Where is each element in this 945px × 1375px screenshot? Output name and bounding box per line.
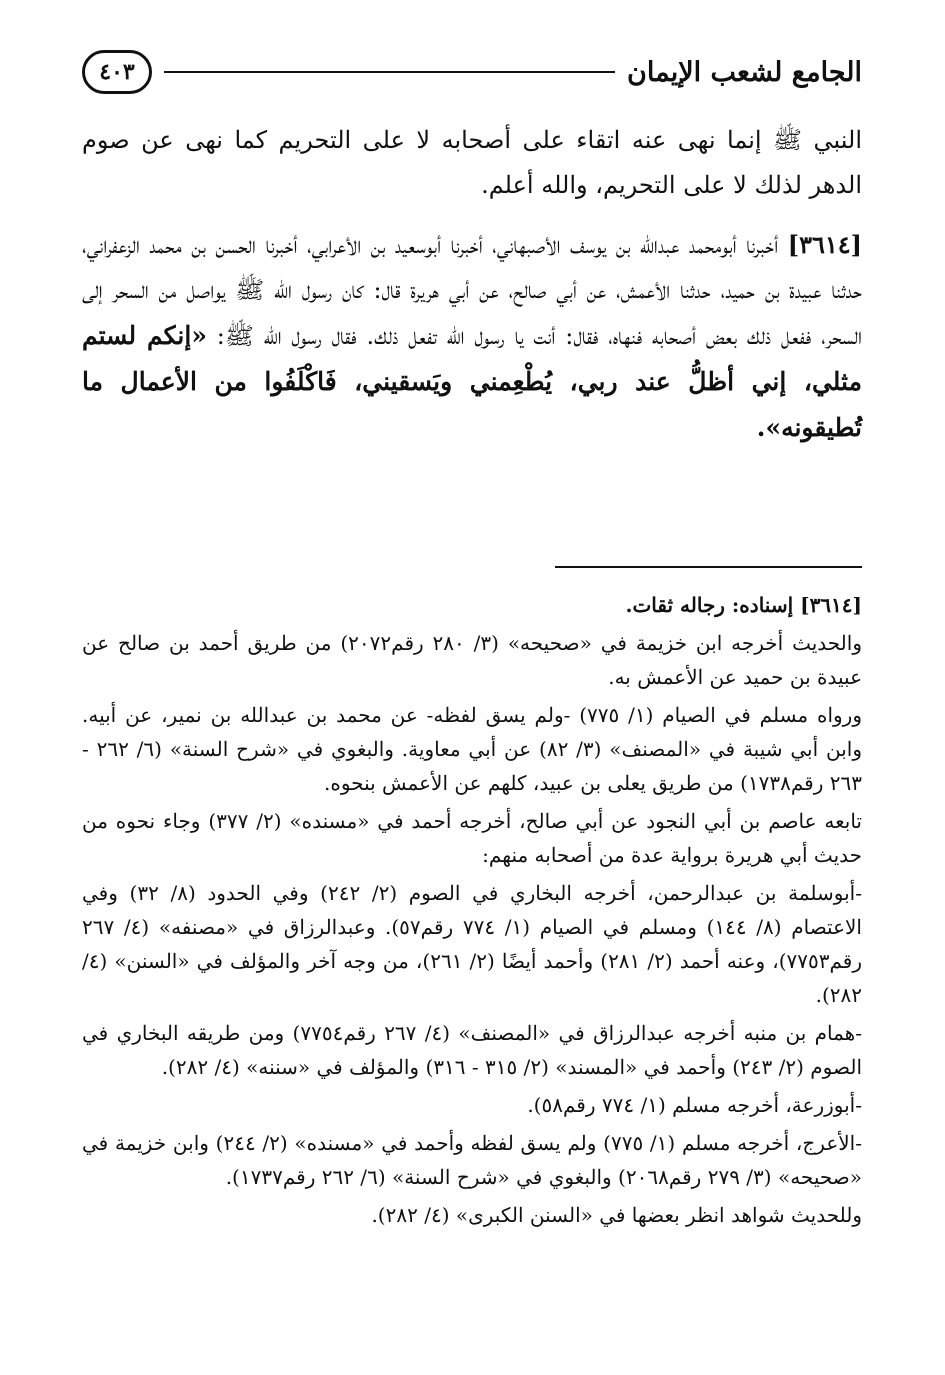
footnote-line: -أبوسلمة بن عبدالرحمن، أخرجه البخاري في الصوم (٢/ ٢٤٢) وفي الحدود (٨/ ٣٢) وفي الاعتصام (٨/ ١٤٤) ومسلم في الصيام (١/ ٧٧٤ رقم٥٧). وعبدالرزاق في «مصنفه» (٤/ ٢٦٧ رقم٧٧٥٣)، وعنه أحمد (٢/ ٢٨١) وأحمد أيضًا (٢/ ٢٦١)، من وجه آخر والمؤلف في «السنن» (٤/ ٢٨٢).: [82, 881, 862, 1007]
footnote-line: والحديث أخرجه ابن خزيمة في «صحيحه» (٣/ ٢٨٠ رقم٢٠٧٢) من طريق أحمد بن صالح عن عبيدة بن حميد عن الأعمش به.: [82, 631, 862, 689]
footnote-line: -أبوزرعة، أخرجه مسلم (١/ ٧٧٤ رقم٥٨).: [527, 1093, 862, 1117]
header-rule: [164, 71, 615, 73]
hadith-number: [٣٦١٤]: [787, 230, 862, 259]
footnote-line: -همام بن منبه أخرجه عبدالرزاق في «المصنف» (٤/ ٢٦٧ رقم٧٧٥٤) ومن طريقه البخاري في الصوم (٢/ ٢٤٣) وأحمد في «المسند» (٢/ ٣١٥ - ٣١٦) والمؤلف في «سننه» (٤/ ٢٨٢).: [82, 1021, 862, 1079]
page-number: ٤٠٣: [82, 50, 152, 94]
footnote-head: [٣٦١٤] إسناده: رجاله ثقات.: [625, 593, 862, 617]
footnote-line: تابعه عاصم بن أبي النجود عن أبي صالح، أخرجه أحمد في «مسنده» (٢/ ٣٧٧) وجاء نحوه من حديث أبي هريرة برواية عدة من أصحابه منهم:: [82, 809, 862, 867]
footnote-line: -الأعرج، أخرجه مسلم (١/ ٧٧٥) ولم يسق لفظه وأحمد في «مسنده» (٢/ ٢٤٤) وابن خزيمة في «صحيحه» (٣/ ٢٧٩ رقم٢٠٦٨) والبغوي في «شرح السنة» (٦/ ٢٦٢ رقم١٧٣٧).: [82, 1131, 862, 1189]
paragraph-2: [82, 222, 862, 451]
paragraph-1: النبي ﷺ إنما نهى عنه اتقاء على أصحابه لا على التحريم كما نهى عن صوم الدهر لذلك لا على التحريم، والله أعلم.: [82, 126, 862, 199]
footnote-divider: [555, 566, 862, 568]
footnote-line: وللحديث شواهد انظر بعضها في «السنن الكبرى» (٤/ ٢٨٢).: [371, 1203, 862, 1227]
hadith-matn: «إنكم لستم مثلي، إني أظلُّ عند ربي، يُطْعِمني ويَسقيني، فَاكْلَفُوا من الأعمال ما تُطيقونه».: [82, 321, 862, 442]
footnote-line: ورواه مسلم في الصيام (١/ ٧٧٥) -ولم يسق لفظه- عن محمد بن عبدالله بن نمير، عن أبيه. وابن أبي شيبة في «المصنف» (٣/ ٨٢) عن أبي معاوية. والبغوي في «شرح السنة» (٦/ ٢٦٢ - ٢٦٣ رقم١٧٣٨) من طريق يعلى بن عبيد، كلهم عن الأعمش بنحوه.: [82, 703, 862, 795]
book-title: الجامع لشعب الإيمان: [627, 56, 862, 88]
main-text: [82, 118, 862, 465]
footnotes: [82, 588, 862, 1236]
running-header: [82, 48, 862, 96]
isnad-text: أخبرنا أبومحمد عبدالله بن يوسف الأصبهاني، أخبرنا أبوسعيد بن الأعرابي، أخبرنا الحسن بن محمد الزعفراني، حدثنا عبيدة بن حميد، حدثنا الأعمش، عن أبي صالح، عن أبي هريرة قال: كان رسول الله ﷺ يواصل من السحر إلى السحر، ففعل ذلك بعض أصحابه فنهاه، فقال: أنت يا رسول الله تفعل ذلك. فقال رسول الله ﷺ:: [82, 231, 862, 350]
